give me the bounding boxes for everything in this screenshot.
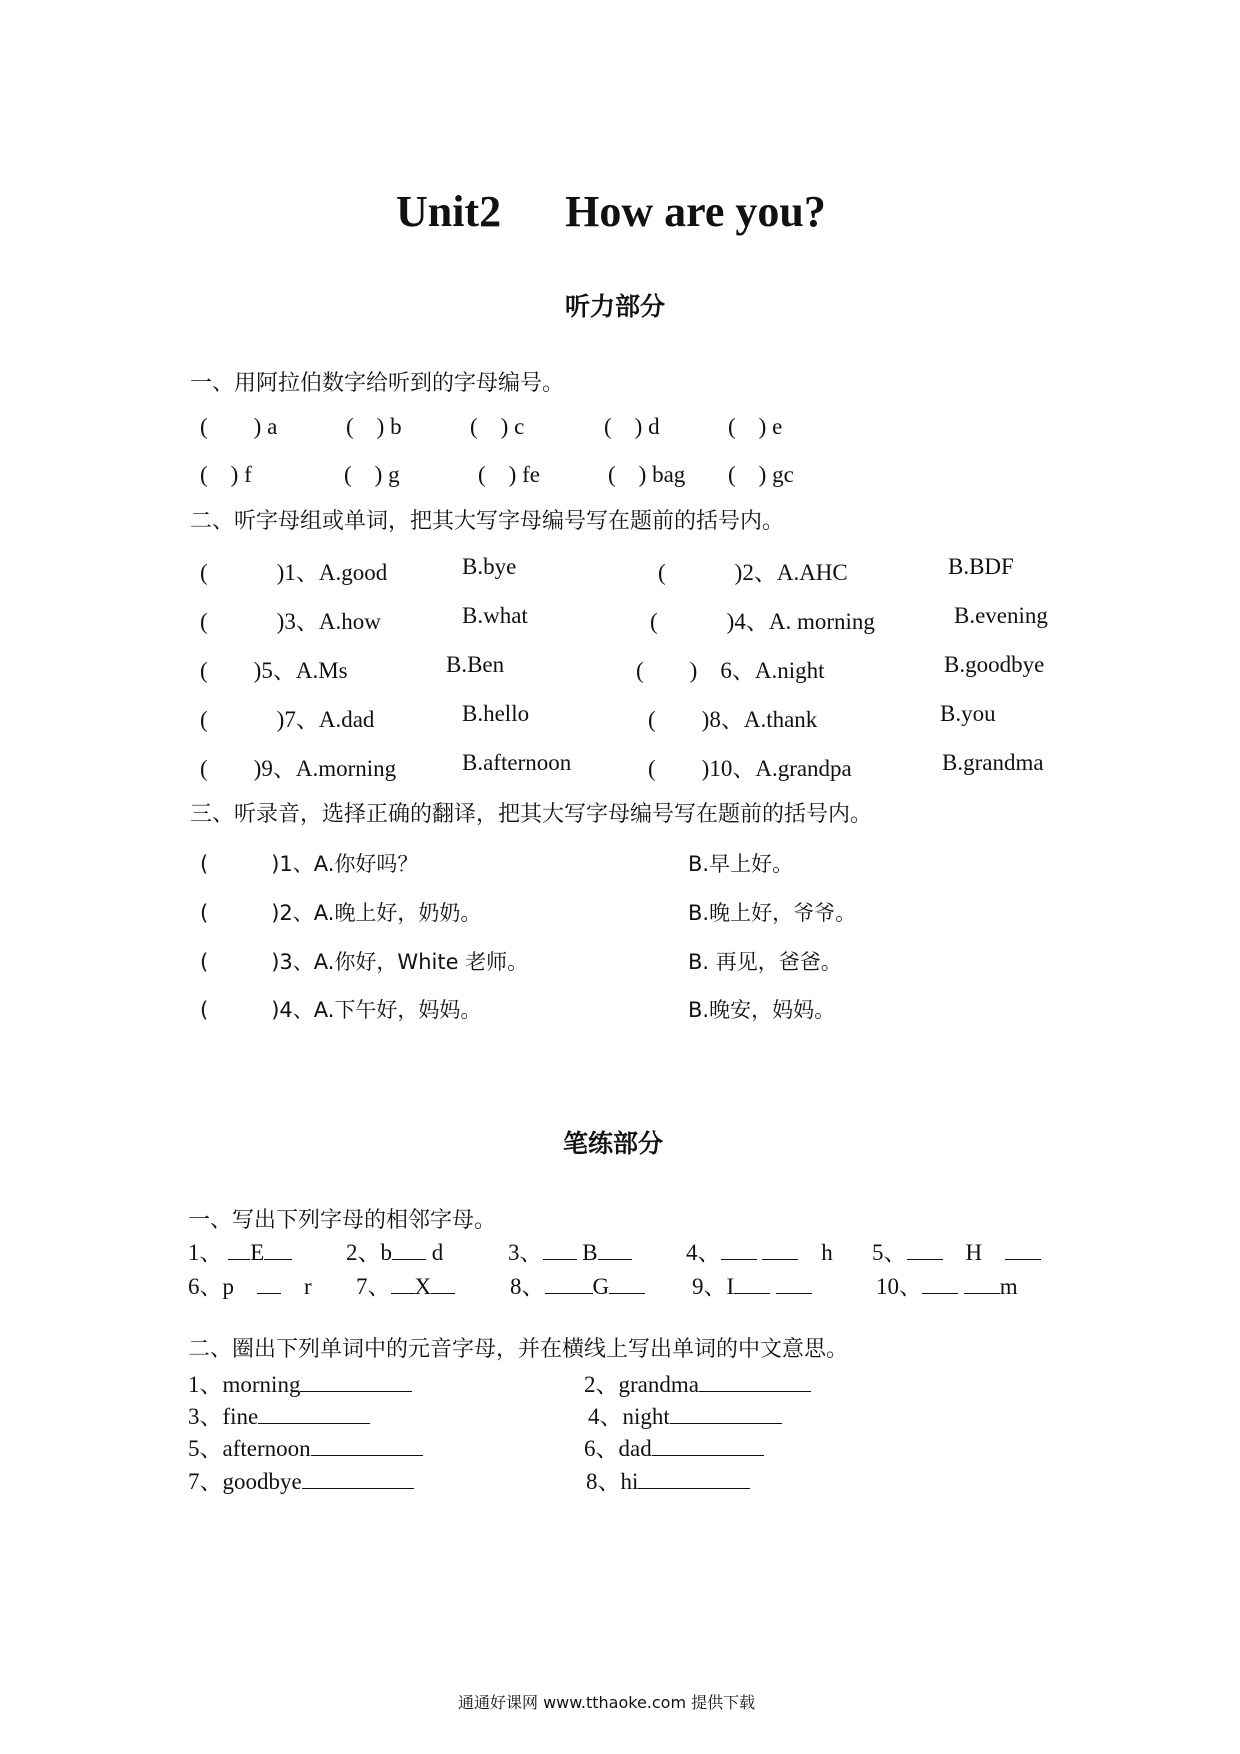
vowel-word-item: 6、dad [584, 1430, 764, 1463]
part2-question: ( )4、A. morning [650, 609, 875, 634]
adjacent-letter-item: 4、 h [686, 1234, 833, 1267]
adjacent-letter-item: 9、I [692, 1268, 812, 1301]
vowel-word-item: 4、night [588, 1398, 782, 1431]
part3-option-b: B.晚安，妈妈。 [688, 998, 836, 1022]
adjacent-letter-item: 3、 B [508, 1234, 632, 1267]
part1-row2-item: ( ) fe [478, 462, 540, 487]
part2-option-b: B.goodbye [944, 652, 1045, 677]
writing-part1-instruction: 一、写出下列字母的相邻字母。 [188, 1208, 497, 1233]
title-question: How are you? [565, 187, 826, 236]
page-title [396, 186, 826, 237]
part3-question: ( )1、A.你好吗？ [200, 852, 419, 876]
vowel-word-item: 1、morning [188, 1366, 412, 1399]
adjacent-letter-item: 10、 m [876, 1268, 1018, 1301]
part1-row1-item: ( ) d [604, 414, 660, 439]
part2-option-b: B.evening [954, 603, 1048, 628]
part2-option-b: B.afternoon [462, 750, 572, 775]
part2-question: ( )7、A.dad [200, 707, 375, 732]
part3-instruction: 三、听录音，选择正确的翻译，把其大写字母编号写在题前的括号内。 [190, 802, 873, 827]
part1-row1-item: ( ) c [470, 414, 525, 439]
adjacent-letter-item: 1、 E [188, 1234, 292, 1267]
part2-option-b: B.grandma [942, 750, 1044, 775]
part2-option-b: B.hello [462, 701, 530, 726]
part3-option-b: B.早上好。 [688, 852, 794, 876]
part1-instruction: 一、用阿拉伯数字给听到的字母编号。 [190, 371, 565, 396]
part2-question: ( )5、A.Ms [200, 658, 348, 683]
part2-question: ( )10、A.grandpa [648, 756, 852, 781]
part2-question: ( )8、A.thank [648, 707, 818, 732]
part1-row2-item: ( ) g [344, 462, 400, 487]
adjacent-letter-item: 5、 H [872, 1234, 1041, 1267]
vowel-word-item: 8、hi [586, 1463, 750, 1496]
part2-option-b: B.you [940, 701, 996, 726]
part2-question: ( )3、A.how [200, 609, 381, 634]
part2-question: ( )1、A.good [200, 560, 388, 585]
part1-row1-item: ( ) e [728, 414, 783, 439]
part2-instruction: 二、听字母组或单词，把其大写字母编号写在题前的括号内。 [190, 509, 785, 534]
vowel-word-item: 7、goodbye [188, 1463, 414, 1496]
part3-question: ( )3、A.你好，White 老师。 [200, 950, 529, 974]
part2-option-b: B.BDF [948, 554, 1014, 579]
part3-option-b: B. 再见，爸爸。 [688, 950, 842, 974]
listening-heading: 听力部分 [565, 292, 666, 321]
part3-option-b: B.晚上好，爷爷。 [688, 901, 857, 925]
part2-question: ( )9、A.morning [200, 756, 397, 781]
part2-question: ( ) 6、A.night [636, 658, 825, 683]
vowel-word-item: 3、fine [188, 1398, 370, 1431]
part2-option-b: B.bye [462, 554, 517, 579]
footer-source: 通通好课网 www.tthaoke.com 提供下载 [458, 1693, 756, 1712]
part1-row1-item: ( ) a [200, 414, 278, 439]
part1-row1-item: ( ) b [346, 414, 402, 439]
adjacent-letter-item: 8、 G [510, 1268, 645, 1301]
part2-option-b: B.what [462, 603, 528, 628]
adjacent-letter-item: 6、p r [188, 1268, 312, 1301]
vowel-word-item: 2、grandma [584, 1366, 811, 1399]
vowel-word-item: 5、afternoon [188, 1430, 423, 1463]
writing-heading: 笔练部分 [563, 1129, 664, 1158]
adjacent-letter-item: 7、 X [356, 1268, 455, 1301]
part2-question: ( )2、A.AHC [658, 560, 848, 585]
part1-row2-item: ( ) bag [608, 462, 686, 487]
part1-row2-item: ( ) f [200, 462, 252, 487]
part1-row2-item: ( ) gc [728, 462, 794, 487]
writing-part2-instruction: 二、圈出下列单词中的元音字母，并在横线上写出单词的中文意思。 [188, 1337, 849, 1362]
adjacent-letter-item: 2、b d [346, 1234, 443, 1267]
unit-label: Unit2 [396, 187, 502, 236]
part2-option-b: B.Ben [446, 652, 505, 677]
part3-question: ( )2、A.晚上好，奶奶。 [200, 901, 482, 925]
part3-question: ( )4、A.下午好，妈妈。 [200, 998, 482, 1022]
